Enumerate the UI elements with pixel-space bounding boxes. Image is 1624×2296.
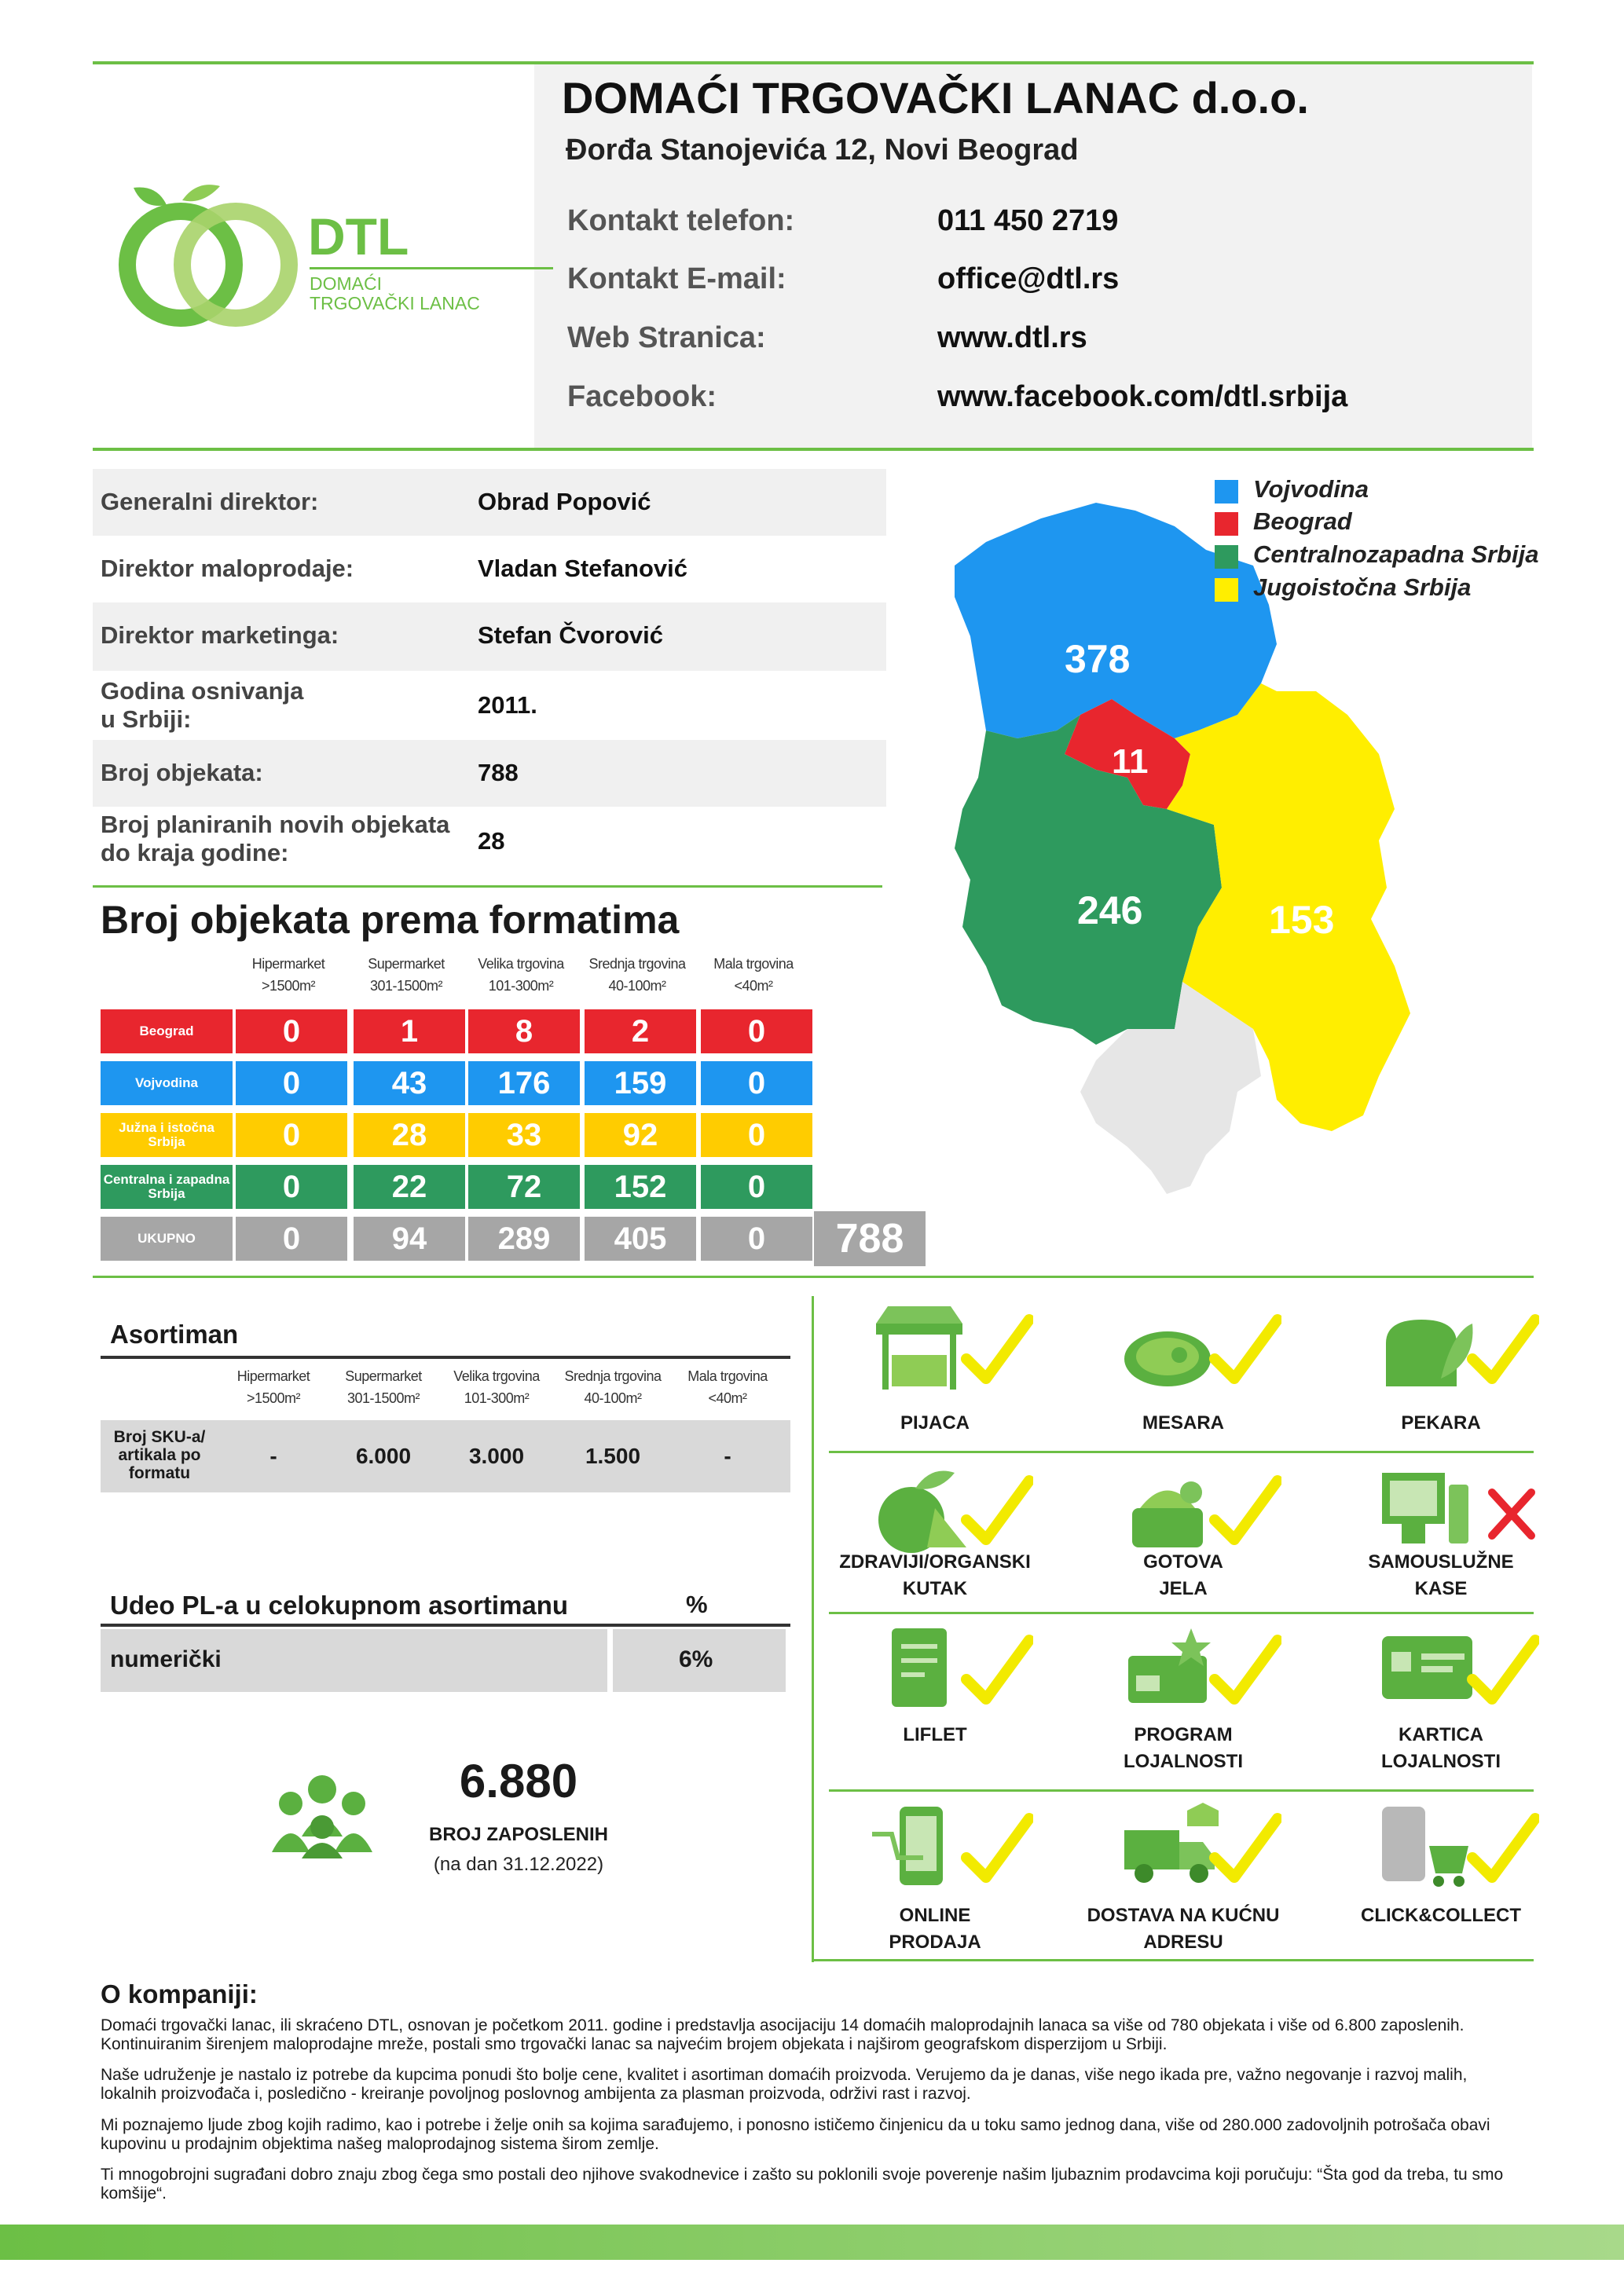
contact-facebook-value: www.facebook.com/dtl.srbija (937, 380, 1348, 413)
service-label: PROGRAM LOJALNOSTI (1123, 1724, 1243, 1772)
service-label: KARTICA LOJALNOSTI (1380, 1724, 1501, 1772)
logo-underline (310, 267, 553, 269)
format-cell: 0 (236, 1217, 347, 1261)
about-paragraph: Domaći trgovački lanac, ili skraćeno DTL, osnovan je početkom 2011. godine i predstavlja asocijaciju 14 domaćih maloprodajnih lanaca sa više od 780 objekata i više od 6.800 zaposlenih. Kontinuiranim širenjem maloprodajne mreže, postali smo trgovački lanac sa najvećim brojem objekata i najširom geografskom disperzijom u Srbiji. (101, 2016, 1465, 2053)
format-cell: 33 (468, 1113, 580, 1157)
formats-title: Broj objekata prema formatima (101, 898, 680, 942)
format-column-header (347, 953, 465, 997)
format-cell: 159 (585, 1061, 696, 1105)
employees-label: BROJ ZAPOSLENIH (428, 1824, 609, 1845)
legend-label-vojvodina: Vojvodina (1253, 475, 1369, 503)
about-paragraph: Ti mnogobrojni sugrađani dobro znaju zbog čega smo postali deo njihove svakodnevice i zašto su poklonili svoje poverenje našim ljubaznim prodavcima koji poručuju: “Šta god da treba, tu smo komšije“. (101, 2166, 1504, 2203)
assortment-column-name: Supermarket (345, 1368, 422, 1384)
format-cell: 22 (354, 1165, 465, 1209)
map-count-jugoistocna: 153 (1269, 898, 1335, 942)
format-row-label: Centralna i zapadna Srbija (101, 1165, 233, 1209)
format-cell: 0 (701, 1113, 812, 1157)
service-label: LIFLET (903, 1724, 967, 1745)
checkmark-icon (1374, 1300, 1539, 1410)
info-row (93, 469, 886, 536)
format-cell: 0 (236, 1113, 347, 1157)
legend-label-centralnozapadna: Centralnozapadna Srbija (1253, 540, 1539, 568)
contact-email-value: office@dtl.rs (937, 262, 1120, 295)
logo-abbr: DTL (308, 207, 409, 265)
format-cell: 0 (236, 1009, 347, 1053)
info-divider (93, 885, 882, 888)
pl-unit: % (686, 1591, 708, 1618)
format-row-label: Južna i istočna Srbija (101, 1113, 233, 1157)
about-title: O kompaniji: (101, 1979, 258, 2009)
assortment-value: - (269, 1444, 277, 1468)
format-column-name: Supermarket (368, 956, 445, 972)
legend-label-jugoistocna: Jugoistočna Srbija (1253, 573, 1472, 601)
legend-swatch-beograd (1215, 512, 1238, 536)
service-label: SAMOUSLUŽNE KASE (1368, 1551, 1514, 1599)
contact-web-value: www.dtl.rs (937, 321, 1087, 354)
info-row (93, 740, 886, 807)
service-label: MESARA (1142, 1412, 1224, 1434)
info-value: Vladan Stefanović (478, 555, 688, 582)
company-address: Đorđa Stanojevića 12, Novi Beograd (566, 134, 1079, 167)
employees-date: (na dan 31.12.2022) (433, 1854, 604, 1875)
info-value: 788 (478, 759, 519, 786)
logo-line1: DOMAĆI (310, 273, 382, 294)
service-label: CLICK&COLLECT (1361, 1905, 1521, 1926)
map-count-beograd: 11 (1112, 742, 1149, 781)
services-divider-row1 (829, 1451, 1534, 1453)
format-column-header (695, 953, 812, 997)
format-cell: 94 (354, 1217, 465, 1261)
legend-swatch-vojvodina (1215, 480, 1238, 504)
market-stall-icon (868, 1300, 1033, 1410)
assortment-column-size: 101-300m² (464, 1390, 530, 1406)
delivery-truck-icon (1116, 1799, 1281, 1909)
employees-count: 6.880 (459, 1755, 578, 1807)
bread-icon (1374, 1300, 1539, 1410)
assortment-column-header (328, 1365, 438, 1409)
assortment-column-header (558, 1365, 668, 1409)
map-count-vojvodina: 378 (1065, 637, 1131, 681)
format-cell: 0 (701, 1009, 812, 1053)
info-label: Generalni direktor: (101, 488, 319, 515)
info-value: Obrad Popović (478, 488, 651, 515)
assortment-column-name: Velika trgovina (453, 1368, 540, 1384)
services-divider-bottom (812, 1959, 1534, 1961)
contact-phone-value: 011 450 2719 (937, 204, 1119, 237)
checkmark-icon (1116, 1300, 1281, 1410)
format-row-label: Beograd (101, 1009, 233, 1053)
assortment-column-header (442, 1365, 552, 1409)
format-column-size: 101-300m² (488, 978, 554, 994)
format-cell: 92 (585, 1113, 696, 1157)
info-label: Godina osnivanja u Srbiji: (101, 677, 304, 733)
info-value: Stefan Čvorović (478, 621, 664, 649)
info-row (93, 671, 886, 740)
info-label: Broj objekata: (101, 759, 263, 786)
format-cell: 2 (585, 1009, 696, 1053)
leaflet-icon (868, 1620, 1033, 1730)
format-cell: 43 (354, 1061, 465, 1105)
assortment-column-size: 301-1500m² (346, 1390, 420, 1406)
assortment-column-name: Srednja trgovina (564, 1368, 662, 1384)
format-cell: 0 (236, 1061, 347, 1105)
info-value: 2011. (478, 691, 537, 719)
assortment-column-header (218, 1365, 328, 1409)
assortment-column-name: Hipermarket (236, 1368, 310, 1384)
services-divider-row3 (829, 1789, 1534, 1792)
assortment-title: Asortiman (110, 1320, 239, 1349)
format-column-name: Hipermarket (251, 956, 325, 972)
legend-swatch-centralnozapadna (1215, 545, 1238, 569)
format-cell: 0 (701, 1217, 812, 1261)
employees-group-icon (267, 1766, 377, 1860)
format-cell: 0 (701, 1165, 812, 1209)
pl-value: 6% (679, 1646, 713, 1672)
info-label: Direktor maloprodaje: (101, 555, 354, 582)
assortment-column-name: Mala trgovina (687, 1368, 768, 1384)
contact-email-label: Kontakt E-mail: (567, 262, 786, 295)
steak-icon (1116, 1300, 1281, 1410)
logo-line2: TRGOVAČKI LANAC (310, 293, 480, 313)
contact-facebook-label: Facebook: (567, 380, 717, 413)
assortment-value: 1.500 (585, 1444, 641, 1468)
assortment-column-header (673, 1365, 783, 1409)
format-cell: 176 (468, 1061, 580, 1105)
assortment-row-label: Broj SKU-a/ artikala po formatu (113, 1428, 206, 1482)
assortment-column-size: <40m² (708, 1390, 747, 1406)
format-column-size: <40m² (734, 978, 773, 994)
format-column-size: >1500m² (261, 978, 316, 994)
assortment-column-size: >1500m² (246, 1390, 301, 1406)
format-column-header (578, 953, 696, 997)
info-row (93, 602, 886, 671)
format-column-size: 40-100m² (608, 978, 666, 994)
section-divider (93, 1276, 1534, 1278)
format-cell: 405 (585, 1217, 696, 1261)
bottom-accent-bar (0, 2225, 1624, 2260)
loyalty-program-icon (1116, 1620, 1281, 1730)
pl-label: numerički (110, 1646, 222, 1672)
checkmark-icon (868, 1620, 1033, 1730)
online-shopping-icon (868, 1799, 1033, 1909)
grand-total: 788 (814, 1211, 926, 1266)
company-name: DOMAĆI TRGOVAČKI LANAC d.o.o. (562, 73, 1309, 123)
format-column-header (229, 953, 347, 997)
service-label: PIJACA (900, 1412, 970, 1434)
dtl-logo (110, 177, 519, 334)
checkmark-icon (868, 1300, 1033, 1410)
assortment-value: 3.000 (468, 1444, 525, 1468)
service-label: ZDRAVIJI/ORGANSKI KUTAK (839, 1551, 1031, 1599)
click-collect-icon (1374, 1799, 1539, 1909)
services-divider-row2 (829, 1612, 1534, 1614)
format-row-label: Vojvodina (101, 1061, 233, 1105)
services-divider-left (812, 1296, 814, 1962)
pl-title: Udeo PL-a u celokupnom asortimanu (110, 1591, 569, 1620)
format-column-name: Velika trgovina (478, 956, 564, 972)
format-cell: 8 (468, 1009, 580, 1053)
checkmark-icon (1374, 1620, 1539, 1730)
checkmark-icon (868, 1799, 1033, 1909)
service-label: PEKARA (1401, 1412, 1481, 1434)
format-column-size: 301-1500m² (369, 978, 443, 994)
format-cell: 152 (585, 1165, 696, 1209)
info-label: Direktor marketinga: (101, 621, 339, 649)
about-paragraph: Mi poznajemo ljude zbog kojih radimo, kao i potrebe i želje onih sa kojima sarađujemo, i ponosno ističemo činjenicu da u toku samo jednog dana, više od 280.000 zadovoljnih potrošača obavi kupovinu u prodajnim objektima našeg maloprodajnog sistema širom zemlje. (101, 2116, 1490, 2153)
contact-web-label: Web Stranica: (567, 321, 766, 354)
format-column-name: Mala trgovina (713, 956, 794, 972)
format-column-header (462, 953, 580, 997)
checkmark-icon (1374, 1799, 1539, 1909)
format-cell: 72 (468, 1165, 580, 1209)
legend-swatch-jugoistocna (1215, 578, 1238, 602)
service-label: DOSTAVA NA KUĆNU ADRESU (1087, 1905, 1280, 1953)
checkmark-icon (1116, 1620, 1281, 1730)
about-paragraph: Naše udruženje je nastalo iz potrebe da kupcima ponudi što bolje cene, kvalitet i asortiman domaćih proizvoda. Verujemo da je danas, više nego ikada pre, važno negovanje i razvoj malih, lokalnih proizvođača i, posledično - kreiranje povoljnog poslovnog ambijenta za plasman proizvoda, održivi rast i razvoj. (101, 2066, 1468, 2103)
legend-label-beograd: Beograd (1253, 507, 1352, 535)
service-label: GOTOVA JELA (1143, 1551, 1223, 1599)
info-value: 28 (478, 827, 505, 855)
info-row (93, 536, 886, 602)
service-label: ONLINE PRODAJA (889, 1905, 981, 1953)
loyalty-card-icon (1374, 1620, 1539, 1730)
assortment-value: - (724, 1444, 731, 1468)
format-cell: 28 (354, 1113, 465, 1157)
assortment-value: 6.000 (355, 1444, 412, 1468)
header-bottom-divider (93, 448, 1534, 451)
contact-phone-label: Kontakt telefon: (567, 204, 795, 237)
pl-rule (101, 1624, 790, 1627)
info-row (93, 807, 886, 885)
assortment-column-size: 40-100m² (584, 1390, 642, 1406)
format-column-name: Srednja trgovina (588, 956, 686, 972)
format-cell: 0 (236, 1165, 347, 1209)
format-cell: 1 (354, 1009, 465, 1053)
map-count-centralnozapadna: 246 (1077, 888, 1143, 932)
format-cell: 0 (701, 1061, 812, 1105)
format-row-label: UKUPNO (101, 1217, 233, 1261)
format-cell: 289 (468, 1217, 580, 1261)
assortment-rule (101, 1356, 790, 1359)
checkmark-icon (1116, 1799, 1281, 1909)
info-label: Broj planiranih novih objekata do kraja godine: (101, 811, 450, 866)
